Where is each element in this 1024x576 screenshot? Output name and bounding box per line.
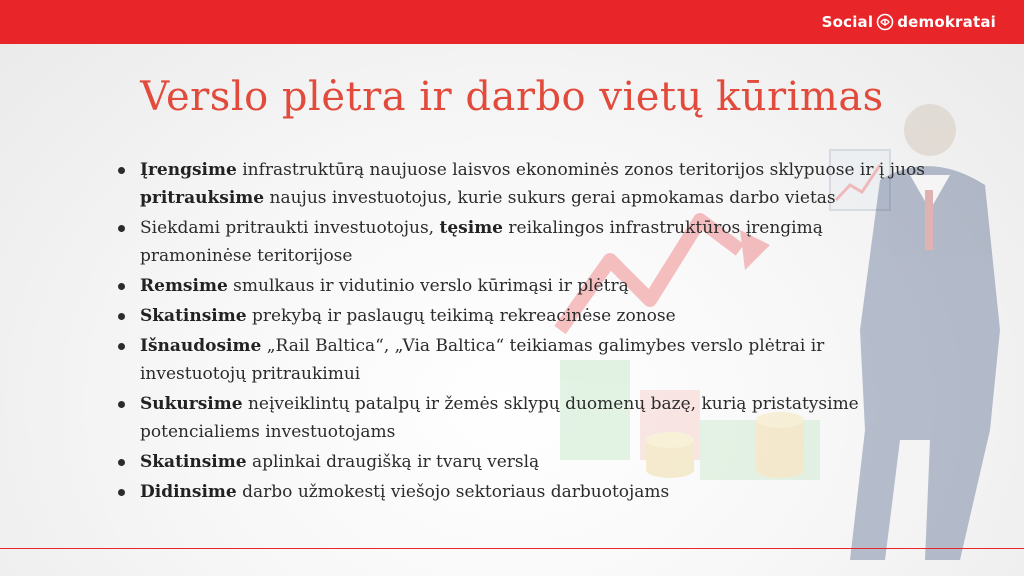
bullet-dot xyxy=(118,313,125,320)
bullet-bold: pritrauksime xyxy=(140,188,265,208)
list-item xyxy=(112,332,932,388)
bullet-text: neįveiklintų patalpų ir žemės sklypų duomenų bazę, kurią pristatysime potencialiems investuotojams xyxy=(140,394,859,442)
header-bar xyxy=(0,0,1024,44)
list-item xyxy=(112,272,932,300)
bullet-dot xyxy=(118,167,125,174)
bullet-text: aplinkai draugišką ir tvarų verslą xyxy=(246,452,540,472)
bullet-bold: tęsime xyxy=(439,218,504,238)
list-item xyxy=(112,448,932,476)
party-logo xyxy=(822,11,996,33)
bullet-bold: Didinsime xyxy=(140,482,237,502)
bullet-text: infrastruktūrą naujuose laisvos ekonominės zonos teritorijos sklypuose ir į juos xyxy=(236,160,925,180)
bullet-text: „Rail Baltica“, „Via Baltica“ teikiamas galimybes verslo plėtrai ir investuotojų pritraukimui xyxy=(140,336,825,384)
bullet-text: prekybą ir paslaugų teikimą rekreacinėse zonose xyxy=(246,306,676,326)
bullet-text: Siekdami pritraukti investuotojus, xyxy=(140,218,440,238)
list-item xyxy=(112,214,932,270)
brand-right-text: demokratai xyxy=(897,13,996,31)
bullet-text: naujus investuotojus, kurie sukurs gerai apmokamas darbo vietas xyxy=(264,188,836,208)
bullet-bold: Skatinsime xyxy=(140,306,247,326)
bullet-dot xyxy=(118,343,125,350)
bullet-bold: Sukursime xyxy=(140,394,243,414)
bullet-dot xyxy=(118,283,125,290)
list-item xyxy=(112,156,932,212)
bullet-text: darbo užmokestį viešojo sektoriaus darbuotojams xyxy=(236,482,670,502)
bullet-text: reikalingos infrastruktūros įrengimą pramoninėse teritorijose xyxy=(140,218,823,266)
bullet-bold: Remsime xyxy=(140,276,228,296)
bullet-dot xyxy=(118,459,125,466)
bullet-bold: Skatinsime xyxy=(140,452,247,472)
list-item xyxy=(112,478,932,506)
slide-title: Verslo plėtra ir darbo vietų kūrimas xyxy=(140,74,884,120)
bullet-bold: Išnaudosime xyxy=(140,336,262,356)
bullet-dot xyxy=(118,489,125,496)
brand-left-text: Social xyxy=(821,13,874,31)
footer-divider xyxy=(0,548,1024,549)
rose-icon xyxy=(876,13,894,31)
bullet-bold: Įrengsime xyxy=(140,160,237,180)
list-item xyxy=(112,390,932,446)
list-item xyxy=(112,302,932,330)
bullet-text: smulkaus ir vidutinio verslo kūrimąsi ir plėtrą xyxy=(227,276,629,296)
bullet-dot xyxy=(118,225,125,232)
bullet-list xyxy=(112,156,932,508)
bullet-dot xyxy=(118,401,125,408)
